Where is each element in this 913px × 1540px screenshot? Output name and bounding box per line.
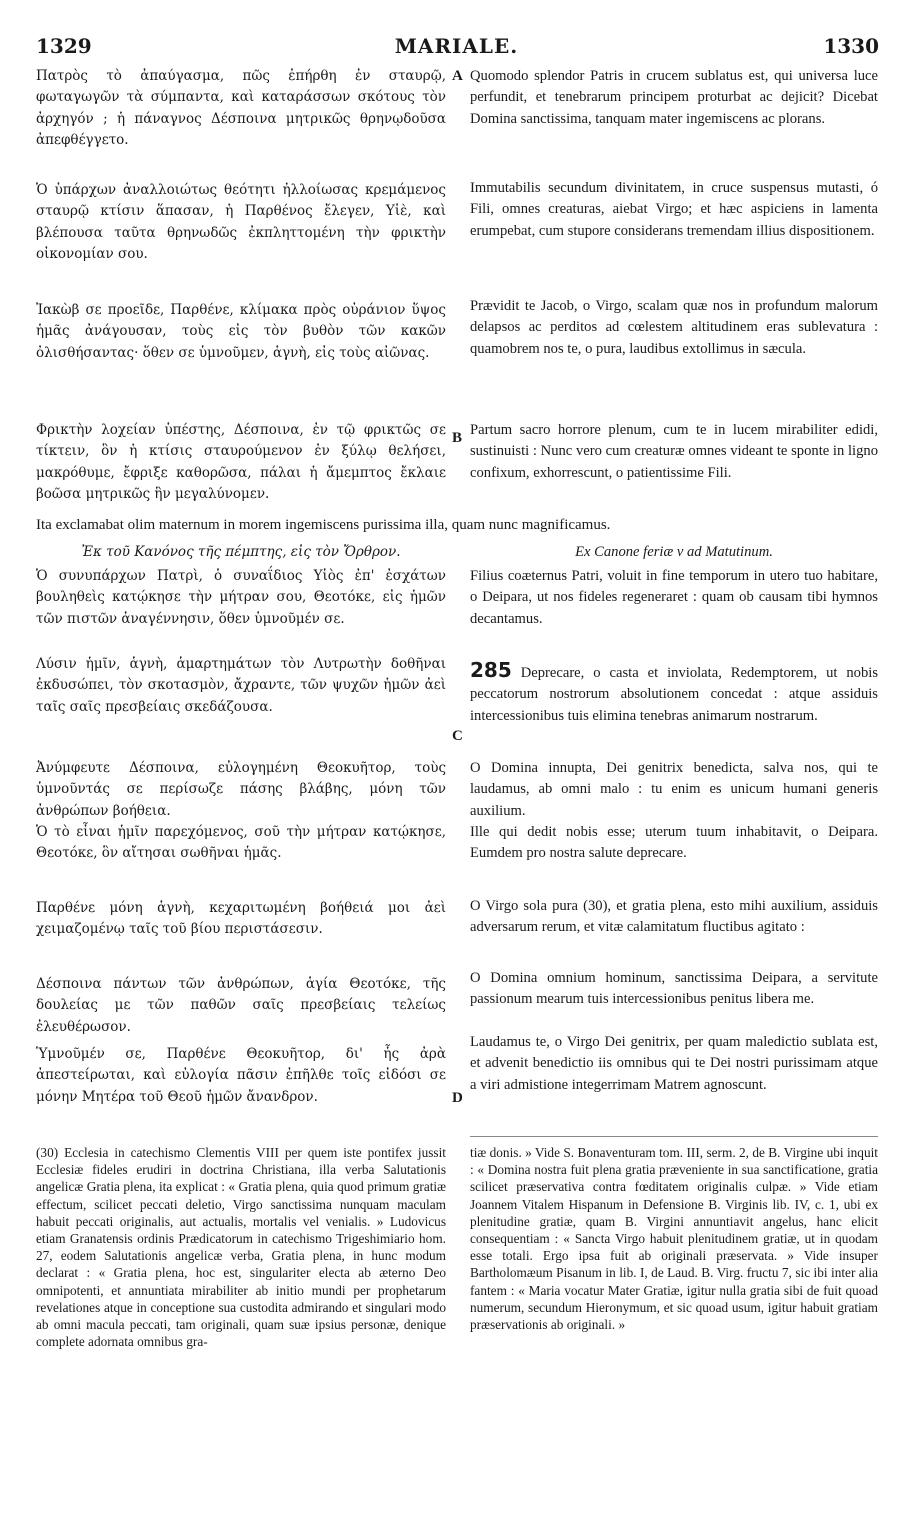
full-width-latin-line: Ita exclamabat olim maternum in morem ingemiscens purissima illa, quam nunc magnificamus. [36,517,611,533]
footnote-divider [470,1136,878,1137]
page-number-left: 1329 [36,34,92,58]
margin-marker-c: C [452,728,463,744]
greek-paragraph-5: Ὁ συνυπάρχων Πατρὶ, ὁ συναΐδιος Υἱὸς ἐπ' ἐσχάτων βουληθεὶς κατῴκησε τὴν μήτραν σου, Θεοτόκε, εἰς ἡμῶν τῶν πιστῶν ἀναγέννησιν, ὅθεν ὑμνοῦμέν σε. [36,568,446,627]
section-number: 285 [470,658,512,682]
greek-paragraph-6: Λύσιν ἡμῖν, ἁγνὴ, ἁμαρτημάτων τὸν Λυτρωτὴν δοθῆναι ἐκδυσώπει, τὸν σκοτασμὸν, ἄχραντε, τῶν ψυχῶν ἡμῶν ἀεὶ ταῖς σαῖς πρεσβείαις σκεδάζουσα. [36,656,446,715]
greek-paragraph-10: Δέσποινα πάντων τῶν ἀνθρώπων, ἁγία Θεοτόκε, τῆς δουλείας με τῶν παθῶν σαῖς πρεσβείαις τελείως ἐλευθέρωσον. [36,976,446,1035]
running-title: MARIALE. [394,34,519,58]
greek-canon-heading: Ἐκ τοῦ Κανόνος τῆς πέμπτης, εἰς τὸν Ὄρθρον. [81,544,401,560]
latin-paragraph-3: Prævidit te Jacob, o Virgo, scalam quæ nos in profundum malorum delapsos ac perditos ad cœlestem altitudinem eras sublevatura : quamobrem nos te, o pura, laudibus extollimus in sæcula. [470,298,878,357]
latin-paragraph-1: Quomodo splendor Patris in crucem sublatus est, qui universa luce perfundit, et tenebrarum principem proturbat ac dejicit? Dicebat Domina sanctissima, tanquam mater ingemiscens ac plorans. [470,68,878,127]
greek-paragraph-1: Πατρὸς τὸ ἀπαύγασμα, πῶς ἐπήρθη ἐν σταυρῷ, φωταγωγῶν τὰ σύμπαντα, καὶ καταράσσων σκότους τὸν ἀρχηγόν ; ἡ πάναγνος Δέσποινα μητρικῶς θρηνῳδοῦσα ἀπεφθέγγετο. [36,68,446,148]
latin-paragraph-9: O Virgo sola pura (30), et gratia plena, esto mihi auxilium, assiduis adversarum rerum, et vitæ calamitatum fluctibus agitato : [470,898,878,936]
margin-marker-d: D [452,1090,463,1106]
latin-paragraph-11: Laudamus te, o Virgo Dei genitrix, per quam maledictio sublata est, et advenit benedictio iis omnibus qui te Dei nostri purissimam atque a viri admistione integerrimam Matrem agnoscunt. [470,1034,878,1093]
footnote-left: (30) Ecclesia in catechismo Clementis VIII per quem iste pontifex jussit Ecclesiæ fideles erudiri in doctrina Christiana, illa verba Salutationis angelicæ Gratia plena, ita explicat : « Gratia plena, quia quod primum gratiæ effectum, scilicet peccati deletio, Virgo sanctissima nunquam maculam habuit peccati originalis, aut actualis, mortalis vel venialis. » Ludovicus etiam Granatensis ordinis Prædicatorum in catechismo Trigeshimiario hom. 27, eodem Salutationis angelicæ verba, Gratia plena, in hunc modum declarat : « Gratia plena, hoc est, singulariter electa ab æterno Deo omnipotenti, et annuntiata mirabiliter ab initio mundi per prophetarum revelationes atque in conceptione sua custodita admirando et singulari modo ab omni macula peccati, tam originali, quam suæ ipsius personæ, denique complete adornata omnibus gra- [36,1145,446,1350]
latin-paragraph-5: Filius coæternus Patri, voluit in fine temporum in utero tuo habitare, o Deipara, ut nos fideles regeneraret : quam ob causam tibi hymnos decantamus. [470,568,878,627]
latin-paragraph-7: O Domina innupta, Dei genitrix benedicta, salva nos, qui te laudamus, ab omni malo : tu enim es unicum humani generis auxilium. [470,760,878,819]
latin-paragraph-8: Ille qui dedit nobis esse; uterum tuum inhabitavit, o Deipara. Eumdem pro nostra salute deprecare. [470,824,878,862]
greek-paragraph-2: Ὁ ὑπάρχων ἀναλλοιώτως θεότητι ἠλλοίωσας κρεμάμενος σταυρῷ κτίσιν ἅπασαν, ἡ Παρθένος ἔλεγεν, Υἱὲ, καὶ βλέπουσα ταῦτα θρηνωδῶς ἐκπληττομένη τὴν φρικτὴν οἰκονομίαν σου. [36,182,446,262]
greek-paragraph-11: Ὑμνοῦμέν σε, Παρθένε Θεοκυῆτορ, δι' ἧς ἀρὰ ἀπεστείρωται, καὶ εὐλογία πᾶσιν ἐπῆλθε τοῖς εἰδόσι σε μόνην Μητέρα τοῦ Θεοῦ ἡμῶν ἄνανδρον. [36,1046,446,1105]
latin-paragraph-6-text: Deprecare, o casta et inviolata, Redemptorem, ut nobis peccatorum nostrorum absolutionem concedat : atque assiduis intercessionibus tuis elimina tenebras animarum nostrarum. [470,665,879,724]
latin-canon-heading: Ex Canone feriæ v ad Matutinum. [575,544,773,560]
latin-paragraph-2: Immutabilis secundum divinitatem, in cruce suspensus mutasti, ó Fili, omnes creaturas, aiebat Virgo; et hæc aspiciens in lamenta erumpebat, cum stupore considerans tremendam illius dispositionem. [470,180,878,239]
margin-marker-a: A [452,68,463,84]
greek-paragraph-8: Ὁ τὸ εἶναι ἡμῖν παρεχόμενος, σοῦ τὴν μήτραν κατῴκησε, Θεοτόκε, ὃν αἴτησαι σωθῆναι ἡμᾶς. [36,824,446,862]
greek-paragraph-4: Φρικτὴν λοχείαν ὑπέστης, Δέσποινα, ἐν τῷ φρικτῶς σε τίκτειν, ὃν ἡ κτίσις σταυρούμενον ἐν ξύλῳ θελήσει, μακρόθυμε, ἔφριξε καθορῶσα, πάλαι ἡ ἄμεμπτος ἔκλαιε βοῶσα μητρικῶς ἣν μεγαλύνομεν. [36,422,446,502]
latin-paragraph-4: Partum sacro horrore plenum, cum te in lucem mirabiliter edidi, sustinuisti : Nunc vero cum creaturæ omnes videant te sponte in ligno confixum, exhorrescunt, o patientissime Fili. [470,422,878,481]
page-header [0,34,913,64]
margin-marker-b: B [452,430,463,446]
greek-paragraph-7: Ἀνύμφευτε Δέσποινα, εὐλογημένη Θεοκυῆτορ, τοὺς ὑμνοῦντάς σε περίσωζε πάσης βλάβης, μόνη τῶν ἀνθρώπων βοήθεια. [36,760,446,819]
latin-paragraph-10: O Domina omnium hominum, sanctissima Deipara, a servitute passionum mearum tuis intercessionibus penitus libera me. [470,970,878,1008]
footnote-right: tiæ donis. » Vide S. Bonaventuram tom. III, serm. 2, de B. Virgine ubi inquit : « Domina nostra fuit plena gratia præveniente in sua sanctificatione, gratia scilicet præservativa contra fœditatem originalis culpæ. » Vide etiam Joannem Vitalem Hispanum in Defensione B. Virginis lib. IV, c. 1, ubi ex plenitudine gratiæ, quam B. Virgini annuntiavit angelus, hanc elicit consequentiam : « Sancta Virgo habuit plenitudinem gratiæ, ut in quodam esse totali. Ergo ipsa fuit ab originali præservata. » Vide insuper Bartholomæum Pisanum in lib. I, de Laud. B. Virg. fructu 7, sic ibi inter alia fantem : « Maria vocatur Mater Gratiæ, igitur nulla gratia sibi de fuit quoad numerum, secundum Hieronymum, et sic quoad usum, igitur habuit gratiam præservationis ab originali. » [470,1145,878,1333]
latin-paragraph-6 [470,660,878,727]
greek-paragraph-9: Παρθένε μόνη ἁγνὴ, κεχαριτωμένη βοήθειά μοι ἀεὶ χειμαζομένῳ ταῖς τοῦ βίου περιστάσεσιν. [36,900,446,938]
page-number-right: 1330 [823,34,879,58]
greek-paragraph-3: Ἰακὼβ σε προεῖδε, Παρθένε, κλίμακα πρὸς οὐράνιον ὕψος ἡμᾶς ἀνάγουσαν, τοὺς εἰς τὸν βυθὸν τῶν κακῶν ὀλισθήσαντας· ὅθεν σε ὑμνοῦμεν, ἁγνὴ, εἰς τοὺς αἰῶνας. [36,302,446,361]
